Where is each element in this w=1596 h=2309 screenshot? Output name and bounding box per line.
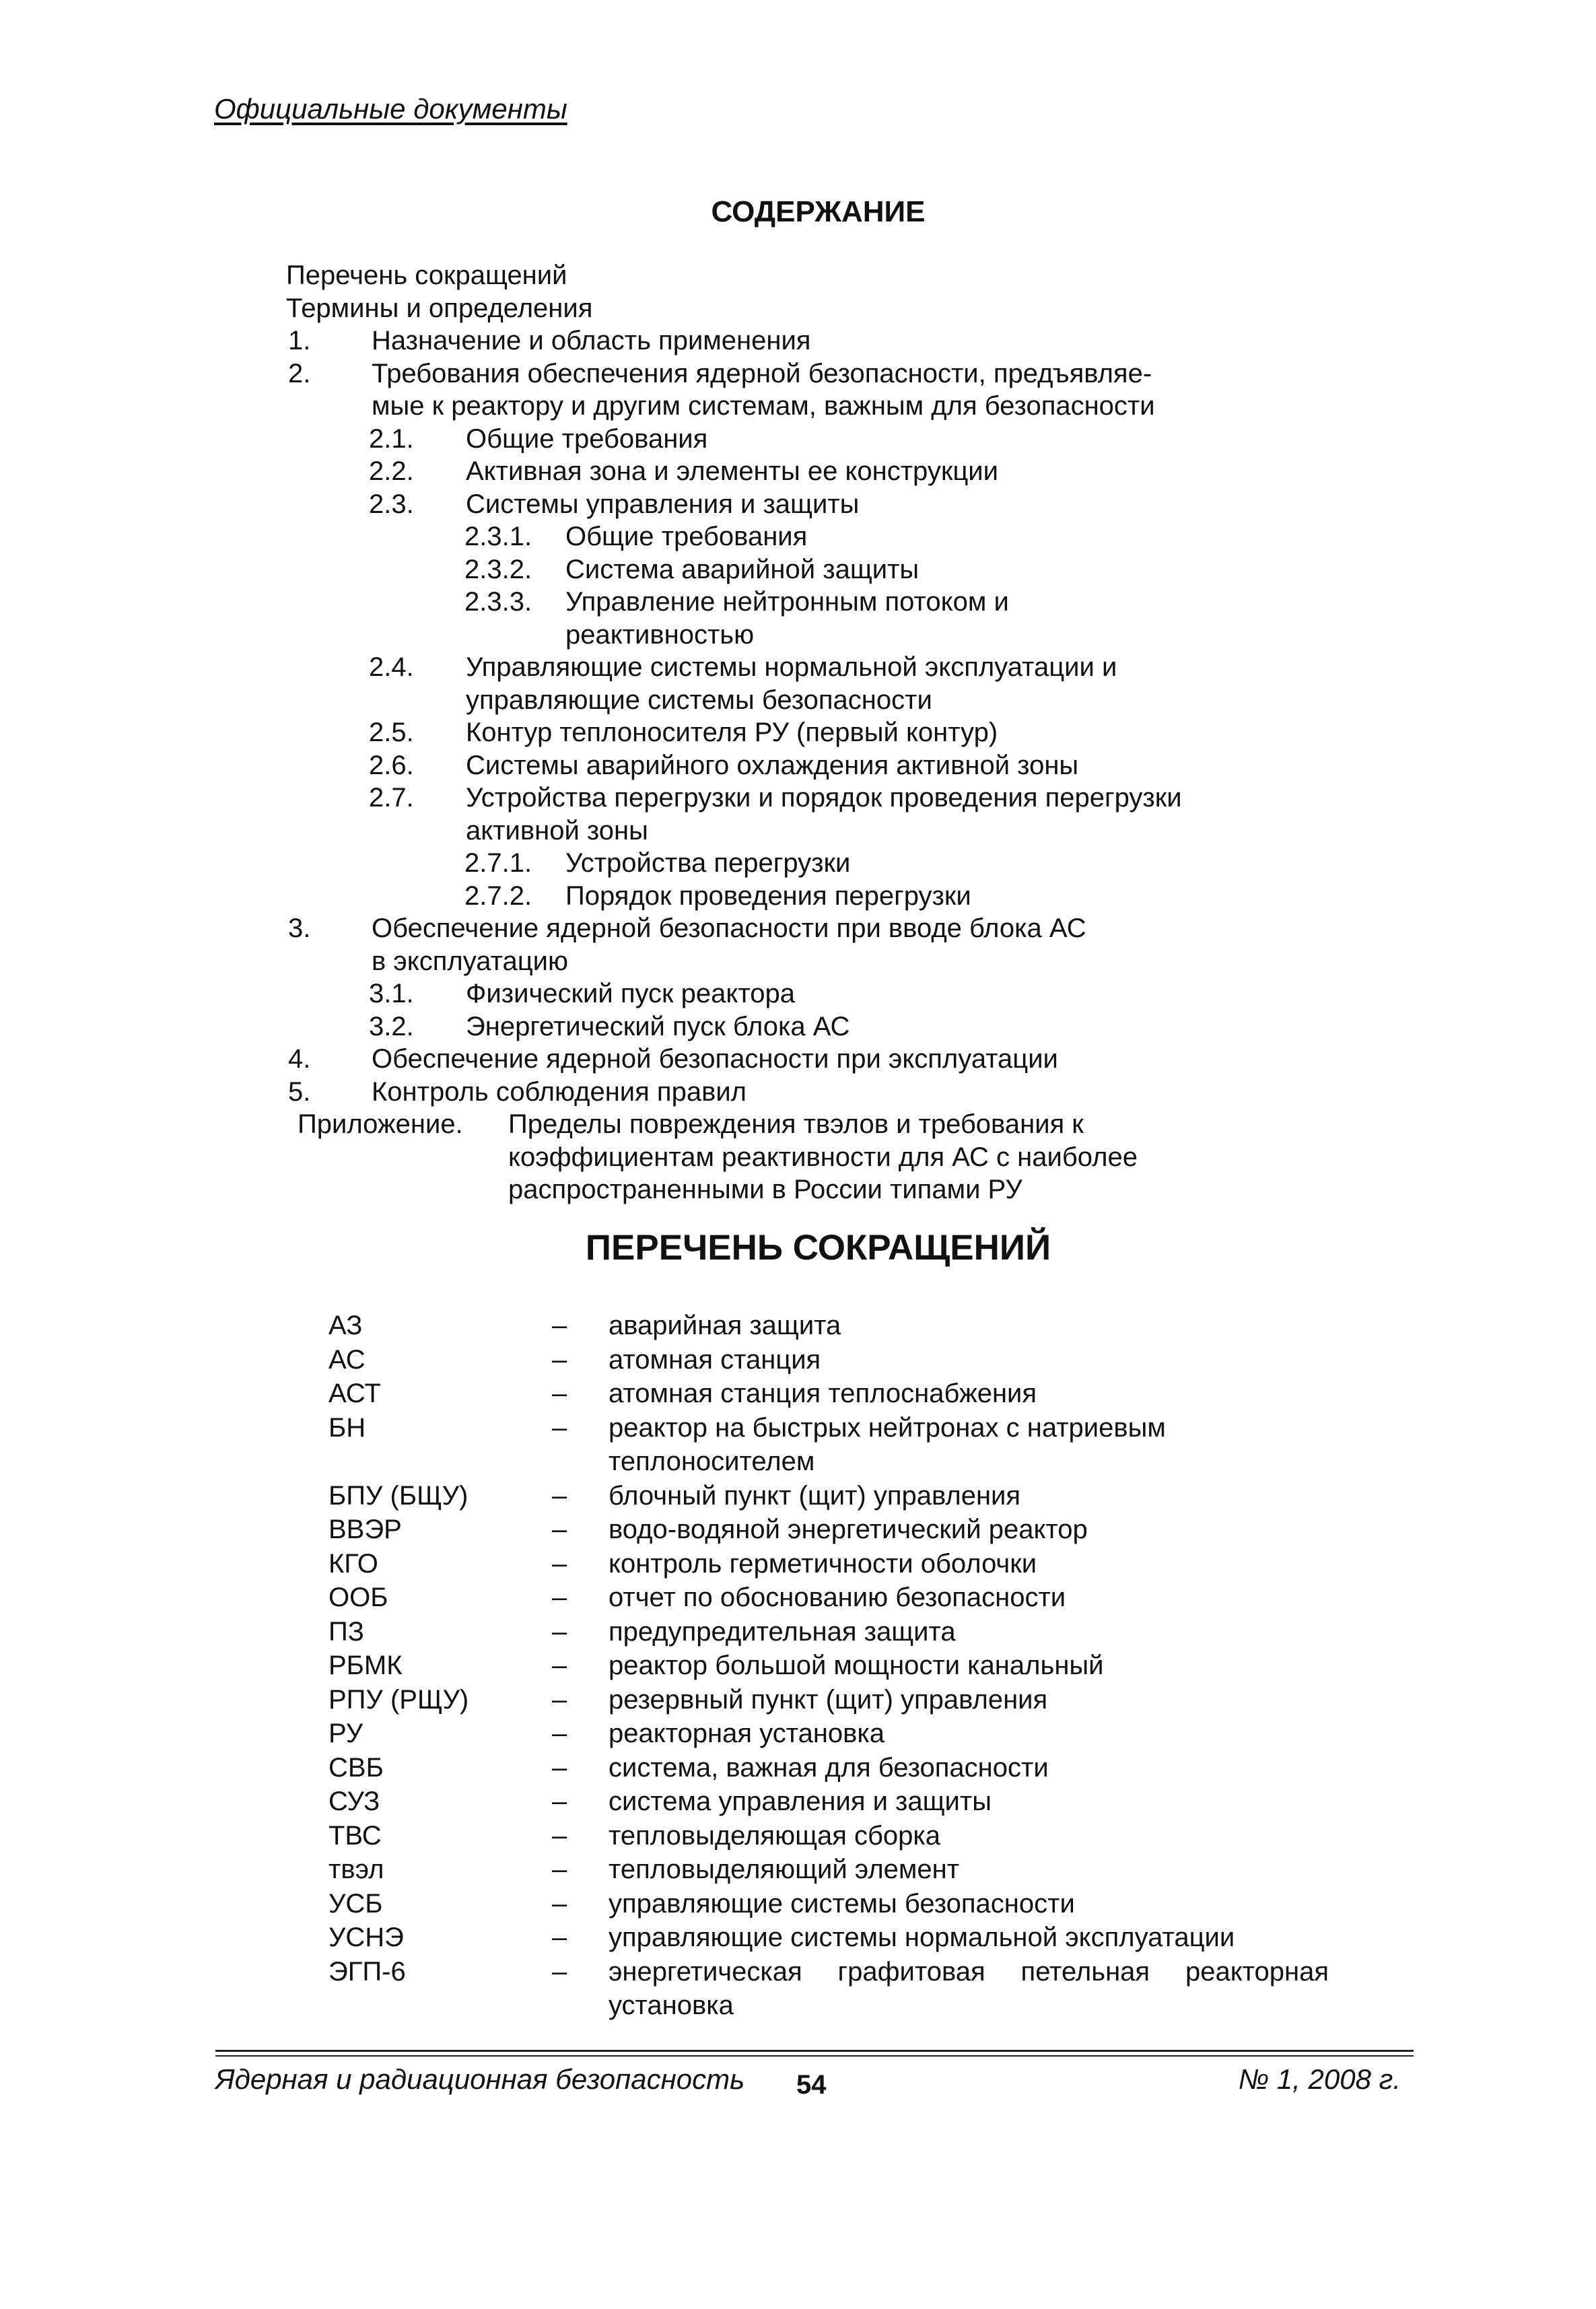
toc-entry-number: 3.2. bbox=[369, 1011, 414, 1041]
toc-entry bbox=[0, 847, 1596, 880]
abbreviation-definition: система, важная для безопасности bbox=[609, 1752, 1049, 1783]
toc-entry-number: 2.7.2. bbox=[464, 881, 532, 911]
abbreviation-definition: резервный пункт (щит) управления bbox=[609, 1684, 1048, 1715]
toc-entry-text: Управление нейтронным потоком и bbox=[565, 587, 1009, 617]
abbreviation-definition: реакторная установка bbox=[609, 1719, 885, 1748]
abbreviation-definition: тепловыделяющий элемент bbox=[609, 1855, 960, 1884]
toc-entry-number: 2.7. bbox=[369, 783, 414, 813]
toc-entry bbox=[0, 488, 1596, 521]
toc-entry-text: Общие требования bbox=[565, 522, 808, 551]
abbreviation-term: АС bbox=[328, 1344, 366, 1375]
abbreviation-dash: – bbox=[552, 1344, 567, 1375]
abbreviation-row bbox=[0, 1513, 1596, 1548]
toc-entry bbox=[0, 1141, 1596, 1174]
toc-entry bbox=[0, 1043, 1596, 1076]
toc-entry-number: 2.6. bbox=[369, 750, 414, 780]
toc-entry-text: Контур теплоносителя РУ (первый контур) bbox=[466, 718, 998, 747]
footer-rule-top bbox=[215, 2050, 1414, 2052]
abbreviation-definition: водо-водяной энергетический реактор bbox=[609, 1515, 1088, 1544]
toc-entry-text: Управляющие системы нормальной эксплуатации и bbox=[466, 652, 1117, 682]
abbreviation-term: АЗ bbox=[328, 1311, 363, 1340]
abbreviation-row bbox=[0, 1989, 1596, 2024]
abbreviation-term: ЭГП-6 bbox=[328, 1956, 406, 1987]
toc-entry-text: Устройства перегрузки bbox=[565, 848, 851, 878]
toc-entry-number: 3.1. bbox=[369, 979, 414, 1008]
abbreviation-dash: – bbox=[552, 1651, 567, 1680]
abbreviation-row bbox=[0, 1581, 1596, 1616]
abbreviation-row bbox=[0, 1921, 1596, 1956]
abbreviation-dash: – bbox=[552, 1515, 567, 1544]
toc-entry-number: 2.5. bbox=[369, 718, 414, 747]
abbreviation-row bbox=[0, 1412, 1596, 1446]
abbreviation-term: БН bbox=[328, 1412, 366, 1443]
abbreviation-term: РУ bbox=[328, 1719, 363, 1748]
toc-entry bbox=[0, 880, 1596, 913]
abbreviation-definition: управляющие системы безопасности bbox=[609, 1888, 1075, 1919]
abbreviation-definition: тепловыделяющая сборка bbox=[609, 1820, 941, 1851]
toc-entry-number: 2.4. bbox=[369, 652, 414, 682]
toc-entry bbox=[0, 520, 1596, 553]
toc-entry-text: мые к реактору и другим системам, важным для безопасности bbox=[372, 391, 1155, 421]
abbreviation-dash: – bbox=[552, 1820, 567, 1851]
abbreviation-term: БПУ (БЩУ) bbox=[328, 1480, 469, 1511]
toc-entry-number: 3. bbox=[288, 914, 311, 943]
abbreviation-dash: – bbox=[552, 1311, 567, 1340]
toc-entry-number: 2.3.2. bbox=[464, 554, 532, 584]
toc-entry-number: 1. bbox=[288, 326, 311, 355]
toc-entry-text: коэффициентам реактивности для АС с наиболее bbox=[508, 1142, 1138, 1172]
toc-entry-text: Активная зона и элементы ее конструкции bbox=[466, 456, 998, 486]
abbreviation-dash: – bbox=[552, 1719, 567, 1748]
toc-entry-text: Физический пуск реактора bbox=[466, 979, 795, 1008]
abbreviation-dash: – bbox=[552, 1855, 567, 1884]
toc-entry-number: 5. bbox=[288, 1076, 311, 1107]
abbreviation-dash: – bbox=[552, 1616, 567, 1647]
toc-entry-text: Перечень сокращений bbox=[286, 261, 567, 290]
abbreviation-definition: атомная станция теплоснабжения bbox=[609, 1379, 1037, 1408]
toc-entry bbox=[0, 423, 1596, 456]
toc-entry-number: 2.3. bbox=[369, 489, 414, 519]
toc-entry-number: 2.1. bbox=[369, 423, 414, 454]
toc-entry-number: 2.2. bbox=[369, 456, 414, 486]
toc-entry-number: 4. bbox=[288, 1044, 311, 1074]
abbreviation-dash: – bbox=[552, 1923, 567, 1952]
toc-entry-number: 2.3.1. bbox=[464, 522, 532, 551]
toc-entry-number: Приложение. bbox=[298, 1109, 463, 1139]
abbreviation-definition: блочный пункт (щит) управления bbox=[609, 1480, 1021, 1511]
toc-entry-text: распространенными в России типами РУ bbox=[508, 1175, 1022, 1204]
abbreviation-dash: – bbox=[552, 1548, 567, 1579]
abbreviation-definition: теплоносителем bbox=[609, 1447, 815, 1476]
abbreviations-title: ПЕРЕЧЕНЬ СОКРАЩЕНИЙ bbox=[585, 1228, 1051, 1268]
toc-entry-text: Контроль соблюдения правил bbox=[372, 1076, 747, 1107]
toc-entry bbox=[0, 749, 1596, 782]
abbreviation-dash: – bbox=[552, 1684, 567, 1715]
abbreviation-row bbox=[0, 1548, 1596, 1582]
toc-entry bbox=[0, 716, 1596, 749]
footer-issue: № 1, 2008 г. bbox=[1238, 2063, 1401, 2095]
abbreviation-definition: реактор на быстрых нейтронах с натриевым bbox=[609, 1412, 1166, 1443]
toc-entry-text: Требования обеспечения ядерной безопасности, предъявляе- bbox=[372, 358, 1152, 388]
toc-entry-number: 2. bbox=[288, 358, 311, 388]
footer-journal: Ядерная и радиационная безопасность bbox=[215, 2063, 745, 2095]
toc-entry bbox=[0, 815, 1596, 848]
toc-entry-text: Система аварийной защиты bbox=[565, 554, 920, 584]
abbreviation-term: ПЗ bbox=[328, 1616, 364, 1647]
toc-entry bbox=[0, 1173, 1596, 1206]
toc-entry-text: Термины и определения bbox=[286, 293, 593, 323]
abbreviation-row bbox=[0, 1820, 1596, 1854]
running-header: Официальные документы bbox=[214, 93, 567, 125]
toc-entry bbox=[0, 455, 1596, 488]
abbreviation-term: ООБ bbox=[328, 1583, 388, 1612]
abbreviation-dash: – bbox=[552, 1412, 567, 1443]
abbreviation-definition: атомная станция bbox=[609, 1344, 821, 1375]
toc-entry bbox=[0, 390, 1596, 423]
toc-entry-text: в эксплуатацию bbox=[372, 946, 569, 976]
abbreviation-term: КГО bbox=[328, 1548, 378, 1579]
abbreviation-row bbox=[0, 1649, 1596, 1684]
abbreviation-definition: установка bbox=[609, 1991, 734, 2020]
abbreviation-term: УСБ bbox=[328, 1888, 383, 1919]
toc-entry bbox=[0, 619, 1596, 652]
abbreviation-definition: система управления и защиты bbox=[609, 1787, 992, 1816]
toc-entry-text: Системы управления и защиты bbox=[466, 489, 860, 519]
abbreviation-definition: аварийная защита bbox=[609, 1311, 841, 1340]
abbreviation-dash: – bbox=[552, 1480, 567, 1511]
abbreviation-term: РПУ (РЩУ) bbox=[328, 1684, 469, 1715]
abbreviation-dash: – bbox=[552, 1956, 567, 1987]
abbreviation-term: СУЗ bbox=[328, 1787, 380, 1816]
abbreviation-row bbox=[0, 1377, 1596, 1412]
abbreviation-term: УСНЭ bbox=[328, 1923, 404, 1952]
abbreviation-row bbox=[0, 1309, 1596, 1344]
abbreviation-row bbox=[0, 1752, 1596, 1786]
toc-entry bbox=[0, 292, 1596, 325]
abbreviation-definition: контроль герметичности оболочки bbox=[609, 1548, 1037, 1579]
toc-entry-text: Обеспечение ядерной безопасности при вводе блока АС bbox=[372, 914, 1086, 943]
toc-entry bbox=[0, 1010, 1596, 1043]
abbreviation-dash: – bbox=[552, 1888, 567, 1919]
footer-page-number: 54 bbox=[796, 2070, 827, 2100]
toc-entry-number: 2.7.1. bbox=[464, 848, 532, 878]
toc-entry bbox=[0, 259, 1596, 292]
abbreviations-list bbox=[0, 1309, 1596, 2024]
toc-entry-text: Порядок проведения перегрузки bbox=[565, 881, 971, 911]
toc-title: СОДЕРЖАНИЕ bbox=[711, 195, 926, 228]
abbreviation-row bbox=[0, 1616, 1596, 1650]
toc-entry bbox=[0, 945, 1596, 978]
abbreviation-dash: – bbox=[552, 1752, 567, 1783]
toc-entry-text: Общие требования bbox=[466, 423, 708, 454]
abbreviation-row bbox=[0, 1853, 1596, 1888]
toc-entry-text: Назначение и область применения bbox=[372, 326, 811, 355]
toc-entry bbox=[0, 1108, 1596, 1141]
toc-entry bbox=[0, 586, 1596, 619]
abbreviation-row bbox=[0, 1785, 1596, 1820]
abbreviation-definition: отчет по обоснованию безопасности bbox=[609, 1583, 1066, 1612]
abbreviation-row bbox=[0, 1684, 1596, 1718]
toc-entry-text: активной зоны bbox=[466, 815, 648, 846]
abbreviation-term: АСТ bbox=[328, 1379, 381, 1408]
toc-entry bbox=[0, 357, 1596, 390]
footer-rule-bottom bbox=[215, 2055, 1414, 2057]
abbreviation-definition: предупредительная защита bbox=[609, 1616, 956, 1647]
abbreviation-definition: управляющие системы нормальной эксплуатации bbox=[609, 1923, 1235, 1952]
toc-entry bbox=[0, 782, 1596, 815]
toc-entry bbox=[0, 912, 1596, 945]
toc-entry bbox=[0, 977, 1596, 1010]
abbreviation-term: ТВС bbox=[328, 1820, 382, 1851]
abbreviation-row bbox=[0, 1445, 1596, 1480]
abbreviation-term: твэл bbox=[328, 1855, 384, 1884]
abbreviation-row bbox=[0, 1956, 1596, 1990]
toc-entry bbox=[0, 1076, 1596, 1109]
abbreviation-dash: – bbox=[552, 1379, 567, 1408]
abbreviation-term: ВВЭР bbox=[328, 1515, 402, 1544]
toc-entry-text: Энергетический пуск блока АС bbox=[466, 1011, 850, 1041]
abbreviation-row bbox=[0, 1888, 1596, 1922]
abbreviation-dash: – bbox=[552, 1583, 567, 1612]
toc-entry bbox=[0, 651, 1596, 684]
abbreviation-row bbox=[0, 1717, 1596, 1752]
abbreviation-row bbox=[0, 1344, 1596, 1378]
abbreviation-row bbox=[0, 1480, 1596, 1514]
toc-entry-text: Обеспечение ядерной безопасности при эксплуатации bbox=[372, 1044, 1058, 1074]
abbreviation-term: СВБ bbox=[328, 1752, 384, 1783]
toc-entry-text: управляющие системы безопасности bbox=[466, 685, 932, 715]
toc-entry-text: Устройства перегрузки и порядок проведения перегрузки bbox=[466, 783, 1182, 813]
toc-entry-text: Пределы повреждения твэлов и требования к bbox=[508, 1109, 1084, 1139]
toc-entry-text: Системы аварийного охлаждения активной зоны bbox=[466, 750, 1079, 780]
toc-entry bbox=[0, 324, 1596, 357]
abbreviation-definition: реактор большой мощности канальный bbox=[609, 1651, 1104, 1680]
table-of-contents bbox=[0, 259, 1596, 1206]
toc-entry bbox=[0, 553, 1596, 586]
toc-entry-number: 2.3.3. bbox=[464, 587, 532, 617]
abbreviation-dash: – bbox=[552, 1787, 567, 1816]
abbreviation-definition: энергетическая графитовая петельная реакторная bbox=[609, 1956, 1329, 1987]
toc-entry-text: реактивностью bbox=[565, 619, 755, 650]
abbreviation-term: РБМК bbox=[328, 1651, 403, 1680]
toc-entry bbox=[0, 684, 1596, 717]
